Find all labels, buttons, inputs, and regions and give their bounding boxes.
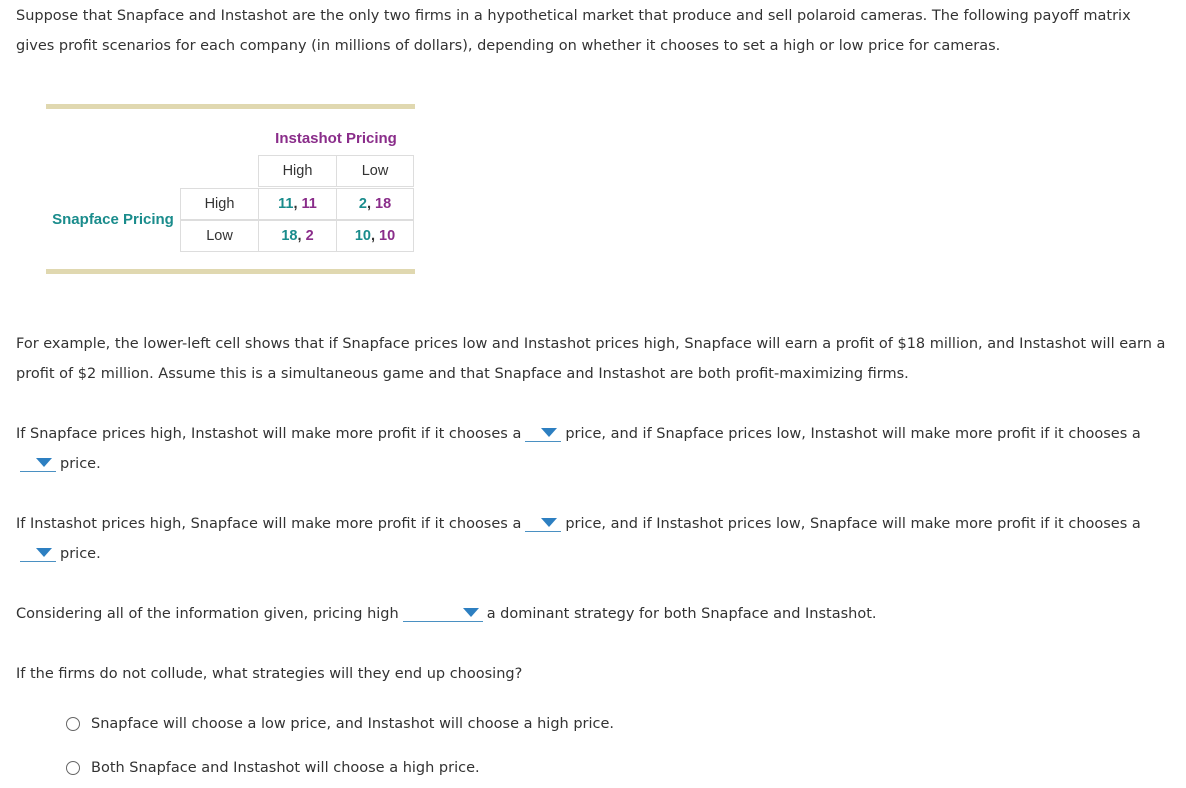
row-header-high: High bbox=[180, 188, 259, 220]
q3-text-b: a dominant strategy for both Snapface and Instashot. bbox=[486, 606, 877, 622]
option-2-label: Both Snapface and Instashot will choose a high price. bbox=[91, 760, 480, 776]
radio-button-icon[interactable] bbox=[66, 761, 80, 775]
q3-text-a: Considering all of the information given, pricing high bbox=[16, 606, 399, 622]
payoff-cell-low-high bbox=[258, 220, 337, 252]
q1-dropdown-1[interactable] bbox=[525, 423, 561, 442]
intro-text: Suppose that Snapface and Instashot are the only two firms in a hypothetical market that produce and sell polaroid cameras. The following payoff matrix gives profit scenarios for each company (in millions of dollars), depending on whether it chooses to set a high or low price for cameras. bbox=[16, 8, 1131, 54]
snapface-payoff: 10 bbox=[354, 228, 371, 244]
q1-text-c: price. bbox=[60, 456, 101, 472]
matrix-top-rule bbox=[46, 104, 415, 109]
matrix-bottom-rule bbox=[46, 269, 415, 274]
option-1-label: Snapface will choose a low price, and Instashot will choose a high price. bbox=[91, 716, 615, 732]
chevron-down-icon bbox=[541, 428, 557, 437]
snapface-payoff: 18 bbox=[281, 228, 298, 244]
option-2[interactable] bbox=[66, 760, 480, 776]
question-4: If the firms do not collude, what strategies will they end up choosing? bbox=[16, 666, 523, 682]
example-text: For example, the lower-left cell shows that if Snapface prices low and Instashot prices high, Snapface will earn a profit of $18 million, and Instashot will earn a profit of $2 million. Assume this is a simultaneous game and that Snapface and Instashot are both profit-maximizing firms. bbox=[16, 336, 1166, 382]
chevron-down-icon bbox=[36, 458, 52, 467]
radio-button-icon[interactable] bbox=[66, 717, 80, 731]
row-header-low: Low bbox=[180, 220, 259, 252]
payoff-cell-high-high bbox=[258, 188, 337, 220]
chevron-down-icon bbox=[36, 548, 52, 557]
instashot-payoff: 10 bbox=[379, 228, 396, 244]
payoff-separator: , bbox=[366, 196, 375, 212]
q1-text-a: If Snapface prices high, Instashot will make more profit if it chooses a bbox=[16, 426, 522, 442]
question-1 bbox=[16, 419, 1166, 479]
snapface-payoff: 2 bbox=[358, 196, 367, 212]
payoff-separator: , bbox=[293, 196, 302, 212]
chevron-down-icon bbox=[463, 608, 479, 617]
payoff-matrix bbox=[46, 104, 415, 276]
q2-text-b: price, and if Instashot prices low, Snapface will make more profit if it chooses a bbox=[565, 516, 1141, 532]
question-2 bbox=[16, 509, 1166, 569]
q2-text-a: If Instashot prices high, Snapface will make more profit if it chooses a bbox=[16, 516, 522, 532]
question-3 bbox=[16, 599, 1166, 629]
option-1[interactable] bbox=[66, 716, 614, 732]
payoff-separator: , bbox=[370, 228, 380, 244]
q1-dropdown-2[interactable] bbox=[20, 453, 56, 472]
column-player-label: Instashot Pricing bbox=[275, 130, 397, 147]
q2-dropdown-1[interactable] bbox=[525, 513, 561, 532]
chevron-down-icon bbox=[541, 518, 557, 527]
q1-text-b: price, and if Snapface prices low, Instashot will make more profit if it chooses a bbox=[565, 426, 1141, 442]
instashot-payoff: 2 bbox=[305, 228, 314, 244]
payoff-separator: , bbox=[297, 228, 306, 244]
instashot-payoff: 11 bbox=[301, 196, 317, 212]
q2-text-c: price. bbox=[60, 546, 101, 562]
row-player-label: Snapface Pricing bbox=[52, 211, 174, 228]
payoff-cell-high-low bbox=[336, 188, 414, 220]
col-header-low: Low bbox=[336, 155, 414, 187]
q2-dropdown-2[interactable] bbox=[20, 543, 56, 562]
q3-dropdown[interactable] bbox=[403, 603, 483, 622]
col-header-high: High bbox=[258, 155, 337, 187]
payoff-cell-low-low bbox=[336, 220, 414, 252]
snapface-payoff: 11 bbox=[278, 196, 294, 212]
instashot-payoff: 18 bbox=[375, 196, 392, 212]
